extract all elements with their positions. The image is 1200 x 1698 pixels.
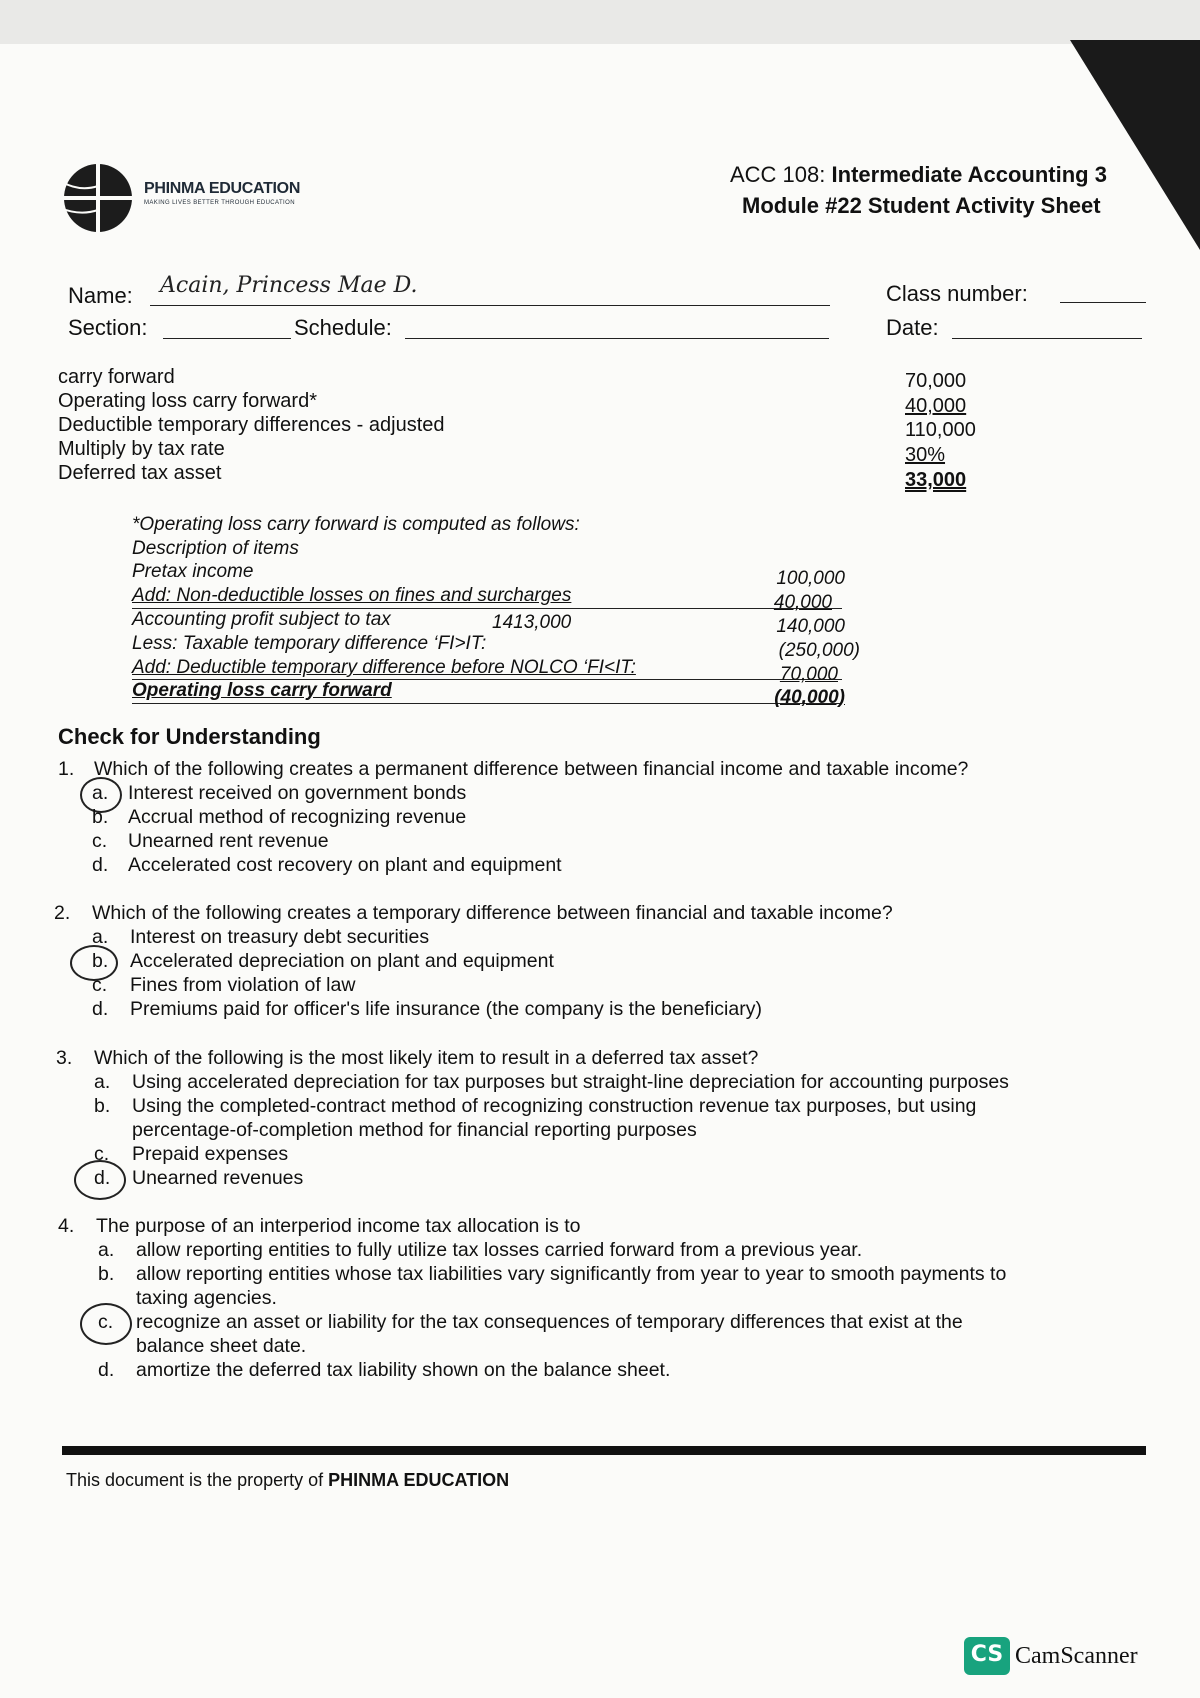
course-name: Intermediate Accounting 3 — [831, 162, 1107, 187]
choice-letter[interactable]: a. — [92, 926, 109, 948]
choice-letter[interactable]: b. — [92, 950, 109, 972]
choice-text[interactable]: Premiums paid for officer's life insurance (the company is the beneficiary) — [130, 998, 762, 1020]
nolco-value: (250,000) — [778, 640, 860, 661]
question-text: Which of the following creates a permanent difference between financial income and taxable income? — [94, 758, 969, 780]
nolco-value: 70,000 — [779, 664, 838, 685]
question-number: 3. — [56, 1047, 73, 1069]
choice-letter[interactable]: c. — [94, 1143, 110, 1165]
course-title — [730, 162, 1107, 188]
choice-text[interactable]: Prepaid expenses — [132, 1143, 289, 1165]
choice-text[interactable]: Using accelerated depreciation for tax purposes but straight-line depreciation for accounting purposes — [132, 1071, 1009, 1093]
phinma-logo-icon — [58, 162, 142, 234]
calc-value: 30% — [905, 444, 946, 466]
choice-text[interactable]: Using the completed-contract method of recognizing construction revenue tax purposes, but using — [132, 1095, 977, 1117]
org-name: PHINMA EDUCATION — [144, 180, 301, 197]
footer-text — [66, 1470, 509, 1491]
name-underline — [150, 305, 830, 306]
choice-letter[interactable]: c. — [92, 830, 108, 852]
choice-letter[interactable]: c. — [92, 974, 108, 996]
choice-text[interactable]: recognize an asset or liability for the tax consequences of temporary differences that exist at the — [136, 1311, 963, 1333]
class-number-label: Class number: — [886, 281, 1028, 306]
footer-rule — [62, 1446, 1146, 1455]
nolco-label: Accounting profit subject to tax — [132, 609, 391, 630]
choice-text[interactable]: Unearned rent revenue — [128, 830, 329, 852]
answer-circle — [80, 1303, 132, 1345]
choice-text-cont: balance sheet date. — [136, 1335, 307, 1357]
date-label: Date: — [886, 315, 939, 340]
nolco-header: Description of items — [132, 538, 299, 559]
name-value: Acain, Princess Mae D. — [160, 273, 418, 298]
choice-text-cont: percentage-of-completion method for financial reporting purposes — [132, 1119, 697, 1141]
choice-text[interactable]: Interest on treasury debt securities — [130, 926, 430, 948]
nolco-value: 140,000 — [776, 616, 845, 637]
question-text: Which of the following creates a temporary difference between financial and taxable income? — [92, 902, 893, 924]
nolco-note: *Operating loss carry forward is computed as follows: — [132, 514, 580, 535]
nolco-value: (40,000) — [774, 687, 845, 708]
camscanner-watermark: CamScanner — [1015, 1643, 1138, 1669]
nolco-label: Operating loss carry forward — [132, 680, 392, 701]
module-title: Module #22 Student Activity Sheet — [742, 193, 1101, 218]
org-tagline: MAKING LIVES BETTER THROUGH EDUCATION — [144, 200, 295, 206]
choice-letter[interactable]: c. — [98, 1311, 114, 1333]
choice-text[interactable]: allow reporting entities whose tax liabilities vary significantly from year to year to smooth payments to — [136, 1263, 1007, 1285]
course-code: ACC 108: — [730, 162, 826, 187]
choice-letter[interactable]: b. — [98, 1263, 115, 1285]
choice-letter[interactable]: a. — [92, 782, 109, 804]
calc-label: Multiply by tax rate — [58, 438, 225, 460]
calc-label: Deductible temporary differences - adjusted — [58, 414, 445, 436]
choice-text[interactable]: allow reporting entities to fully utilize tax losses carried forward from a previous year. — [136, 1239, 863, 1261]
calc-label: Operating loss carry forward* — [58, 390, 317, 412]
choice-text[interactable]: Accelerated cost recovery on plant and equipment — [128, 854, 562, 876]
name-label: Name: — [68, 283, 133, 308]
nolco-mid-value: 1413,000 — [492, 612, 572, 633]
question-number: 1. — [58, 758, 75, 780]
choice-text[interactable]: Interest received on government bonds — [128, 782, 467, 804]
section-heading: Check for Understanding — [58, 724, 321, 749]
choice-letter[interactable]: b. — [94, 1095, 111, 1117]
nolco-label: Add: Non-deductible losses on fines and surcharges — [132, 585, 572, 606]
question-number: 2. — [54, 902, 71, 924]
calc-value: 110,000 — [905, 419, 976, 441]
choice-letter[interactable]: a. — [98, 1239, 115, 1261]
calc-label: Deferred tax asset — [58, 462, 222, 484]
section-field[interactable] — [163, 338, 291, 339]
nolco-value: 40,000 — [773, 592, 832, 613]
choice-letter[interactable]: d. — [94, 1167, 111, 1189]
calc-value: 70,000 — [905, 370, 967, 392]
answer-circle — [74, 1160, 126, 1200]
choice-letter[interactable]: d. — [98, 1359, 115, 1381]
schedule-field[interactable] — [405, 338, 829, 339]
choice-text[interactable]: Accrual method of recognizing revenue — [128, 806, 467, 828]
nolco-label: Add: Deductible temporary difference before NOLCO ‘FI<IT: — [132, 657, 636, 678]
footer-org: PHINMA EDUCATION — [328, 1470, 510, 1490]
date-field[interactable] — [952, 338, 1142, 339]
question-text: Which of the following is the most likely item to result in a deferred tax asset? — [94, 1047, 759, 1069]
choice-letter[interactable]: b. — [92, 806, 109, 828]
choice-text[interactable]: Accelerated depreciation on plant and equipment — [130, 950, 554, 972]
choice-letter[interactable]: d. — [92, 998, 109, 1020]
choice-text[interactable]: Fines from violation of law — [130, 974, 356, 996]
section-label: Section: — [68, 315, 148, 340]
choice-letter[interactable]: a. — [94, 1071, 111, 1093]
choice-text[interactable]: Unearned revenues — [132, 1167, 304, 1189]
calc-value: 40,000 — [905, 395, 967, 417]
footer-statement: This document is the property of — [66, 1470, 324, 1490]
schedule-label: Schedule: — [294, 315, 392, 340]
calc-label: carry forward — [58, 366, 175, 388]
question-text: The purpose of an interperiod income tax allocation is to — [96, 1215, 581, 1237]
class-number-field[interactable] — [1060, 302, 1146, 303]
choice-letter[interactable]: d. — [92, 854, 109, 876]
name-handwriting[interactable] — [158, 270, 518, 306]
choice-text[interactable]: amortize the deferred tax liability shown on the balance sheet. — [136, 1359, 671, 1381]
deferred-tax-asset-value: 33,000 — [905, 469, 967, 491]
nolco-value: 100,000 — [776, 568, 845, 589]
nolco-label: Less: Taxable temporary difference ‘FI>IT: — [132, 633, 487, 654]
camscanner-logo-icon: CS — [964, 1637, 1010, 1675]
choice-text-cont: taxing agencies. — [136, 1287, 277, 1309]
nolco-label: Pretax income — [132, 561, 254, 582]
question-number: 4. — [58, 1215, 75, 1237]
